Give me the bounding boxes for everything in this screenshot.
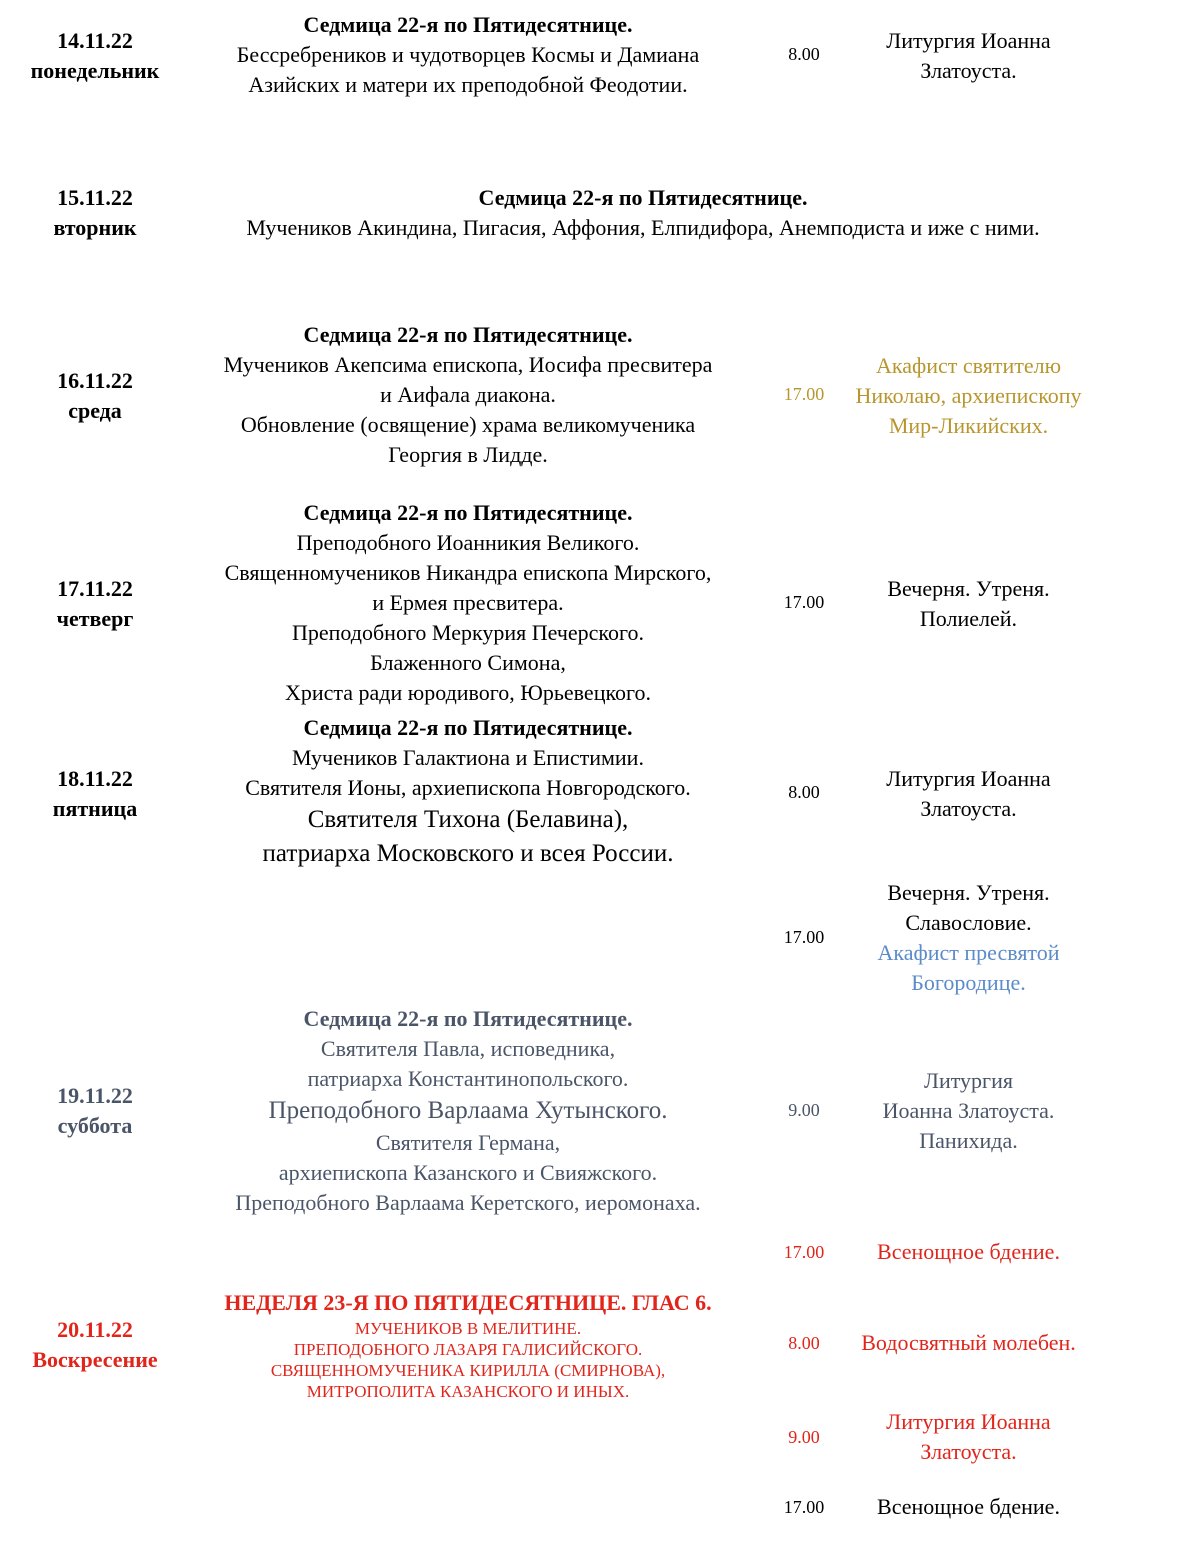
service-line-akathist: Богородице.	[911, 970, 1026, 995]
service-time: 17.00	[783, 592, 825, 612]
feast-line: СВЯЩЕННОМУЧЕНИКА КИРИЛЛА (СМИРНОВА),	[270, 1361, 666, 1380]
service-name	[835, 1066, 1102, 1156]
date: 20.11.22	[57, 1317, 133, 1342]
service-time: 8.00	[788, 44, 820, 64]
service-line: Литургия	[924, 1068, 1013, 1093]
day-description-2	[170, 183, 1116, 243]
service-time: 9.00	[788, 1100, 820, 1120]
feast-line: патриарха Константинопольского.	[307, 1066, 629, 1091]
feast-line-large: патриарха Московского и всея России.	[262, 840, 674, 867]
day-date-7	[10, 1315, 180, 1375]
feast-line: архиепископа Казанского и Свияжского.	[278, 1160, 658, 1185]
weekday: суббота	[57, 1113, 133, 1138]
feast-line: Святителя Павла, исповедника,	[320, 1036, 616, 1061]
service-name	[835, 1407, 1102, 1467]
feast-line: Блаженного Симона,	[370, 650, 566, 675]
service-line: Водосвятный молебен.	[861, 1330, 1076, 1355]
weekday: четверг	[56, 606, 134, 631]
service-name	[835, 764, 1102, 824]
day-description-6	[170, 1004, 766, 1218]
day-date-5	[10, 764, 180, 824]
feast-line: Святителя Ионы, архиепископа Новгородского.	[245, 775, 691, 800]
service-line: Иоанна Златоуста.	[882, 1098, 1055, 1123]
feast-line: Преподобного Иоанникия Великого.	[296, 530, 640, 555]
service-line: Вечерня. Утреня.	[887, 880, 1050, 905]
service-line: Златоуста.	[920, 1439, 1017, 1464]
service-name	[835, 574, 1102, 634]
service-line: Мир-Ликийских.	[888, 413, 1049, 438]
feast-line: Георгия в Лидде.	[388, 442, 548, 467]
day-date-3	[10, 366, 180, 426]
feast-line: Преподобного Меркурия Печерского.	[292, 620, 644, 645]
week-heading: Седмица 22-я по Пятидесятнице.	[303, 500, 633, 525]
weekday: среда	[68, 398, 122, 423]
service-line: Всенощное бдение.	[877, 1239, 1060, 1264]
feast-line-large: Преподобного Варлаама Хутынского.	[268, 1097, 668, 1124]
day-date-4	[10, 574, 180, 634]
date: 16.11.22	[57, 368, 133, 393]
service-name	[835, 351, 1102, 441]
day-description-3	[170, 320, 766, 470]
service-line: Всенощное бдение.	[877, 1494, 1060, 1519]
feast-line: Священномучеников Никандра епископа Мирского,	[224, 560, 712, 585]
feast-line: Мучеников Акиндина, Пигасия, Аффония, Елпидифора, Анемподиста и иже с ними.	[246, 215, 1040, 240]
service-line: Вечерня. Утреня.	[887, 576, 1050, 601]
week-heading: Седмица 22-я по Пятидесятнице.	[303, 1006, 633, 1031]
service-time: 8.00	[788, 782, 820, 802]
service-name	[835, 1328, 1102, 1358]
service-line: Акафист святителю	[875, 353, 1062, 378]
feast-line: Мучеников Галактиона и Епистимии.	[292, 745, 644, 770]
service-line: Славословие.	[905, 910, 1032, 935]
service-name	[835, 26, 1102, 86]
service-time: 17.00	[783, 1497, 825, 1517]
day-date-6	[10, 1081, 180, 1141]
feast-line: Мучеников Акепсима епископа, Иосифа пресвитера	[223, 352, 713, 377]
service-time: 17.00	[783, 927, 825, 947]
service-line: Литургия Иоанна	[886, 1409, 1051, 1434]
service-name	[835, 1237, 1102, 1267]
feast-line: Христа ради юродивого, Юрьевецкого.	[284, 680, 652, 705]
service-line-akathist: Акафист пресвятой	[877, 940, 1060, 965]
feast-line: ПРЕПОДОБНОГО ЛАЗАРЯ ГАЛИСИЙСКОГО.	[293, 1340, 643, 1359]
weekday: Воскресение	[32, 1347, 158, 1372]
feast-line: Святителя Германа,	[375, 1130, 561, 1155]
service-line: Панихида.	[919, 1128, 1018, 1153]
service-line: Златоуста.	[920, 796, 1017, 821]
service-name	[835, 1492, 1102, 1522]
service-name	[835, 878, 1102, 998]
weekday: вторник	[53, 215, 137, 240]
date: 15.11.22	[57, 185, 133, 210]
day-date-2	[10, 183, 180, 243]
day-description-4	[170, 498, 766, 708]
date: 14.11.22	[57, 28, 133, 53]
week-heading: Седмица 22-я по Пятидесятнице.	[303, 322, 633, 347]
service-time: 8.00	[788, 1333, 820, 1353]
feast-line: и Ермея пресвитера.	[372, 590, 564, 615]
service-line: Литургия Иоанна	[886, 766, 1051, 791]
service-line: Николаю, архиепископу	[855, 383, 1082, 408]
day-date-1	[10, 26, 180, 86]
date: 18.11.22	[57, 766, 133, 791]
service-time: 17.00	[783, 1242, 825, 1262]
date: 17.11.22	[57, 576, 133, 601]
service-line: Литургия Иоанна	[886, 28, 1051, 53]
day-description-7	[170, 1288, 766, 1402]
week-heading: Седмица 22-я по Пятидесятнице.	[478, 185, 808, 210]
service-line: Полиелей.	[919, 606, 1018, 631]
feast-line: МУЧЕНИКОВ В МЕЛИТИНЕ.	[354, 1319, 582, 1338]
week-heading: Седмица 22-я по Пятидесятнице.	[303, 715, 633, 740]
weekday: понедельник	[30, 58, 160, 83]
feast-line: Азийских и матери их преподобной Феодотии.	[248, 72, 688, 97]
feast-line: МИТРОПОЛИТА КАЗАНСКОГО И ИНЫХ.	[306, 1382, 630, 1401]
date: 19.11.22	[57, 1083, 133, 1108]
day-description-1	[170, 10, 766, 100]
week-heading: Седмица 22-я по Пятидесятнице.	[303, 12, 633, 37]
service-time: 9.00	[788, 1427, 820, 1447]
day-description-5	[170, 713, 766, 871]
feast-line: Преподобного Варлаама Керетского, иеромонаха.	[235, 1190, 701, 1215]
feast-line: и Аифала диакона.	[380, 382, 556, 407]
feast-line: Обновление (освящение) храма великомученика	[240, 412, 696, 437]
weekday: пятница	[52, 796, 138, 821]
week-heading: НЕДЕЛЯ 23-Я ПО ПЯТИДЕСЯТНИЦЕ. ГЛАС 6.	[224, 1290, 712, 1315]
service-time: 17.00	[783, 384, 825, 404]
feast-line-large: Святителя Тихона (Белавина),	[307, 806, 629, 833]
feast-line: Бессребреников и чудотворцев Космы и Дамиана	[236, 42, 700, 67]
service-line: Златоуста.	[920, 58, 1017, 83]
